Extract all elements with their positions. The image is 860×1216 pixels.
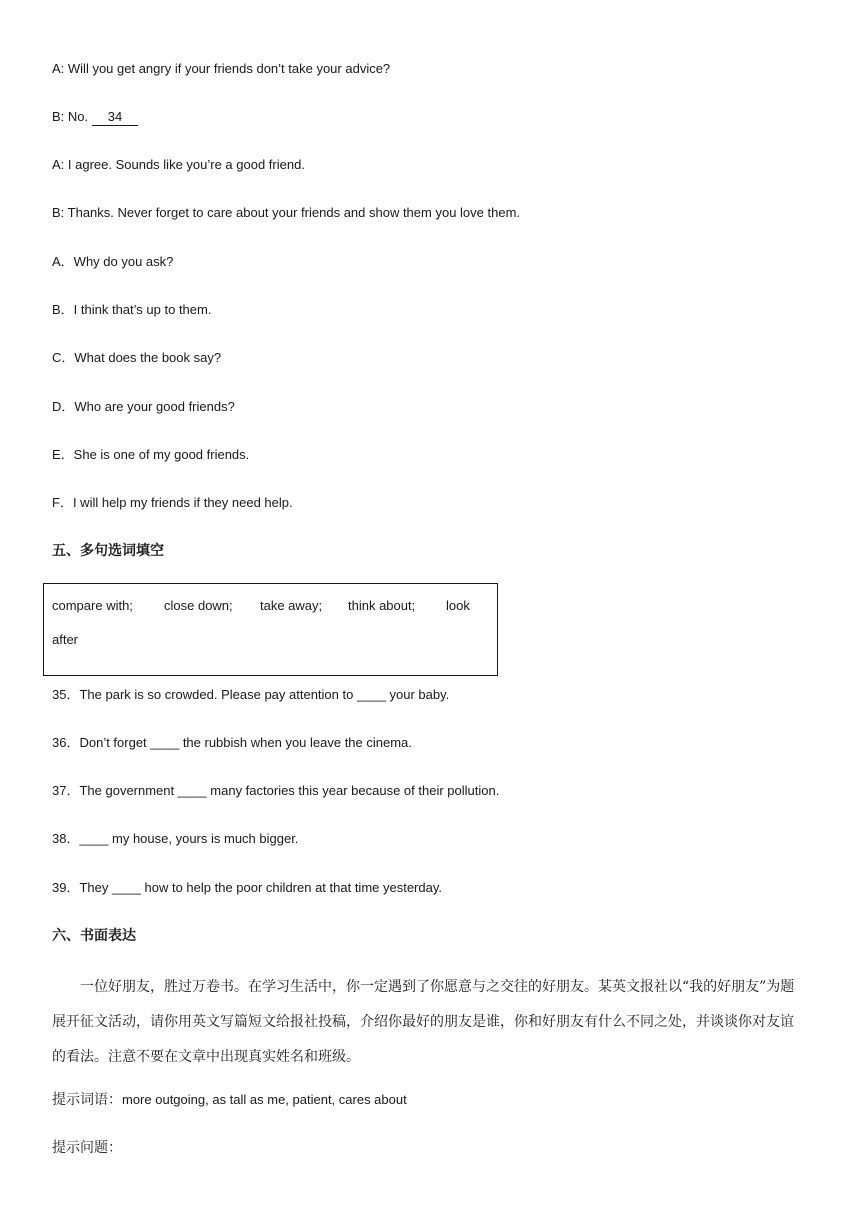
question-number: 37．	[52, 783, 80, 798]
option-letter: F．	[52, 495, 73, 510]
question-text: ____ my house, yours is much bigger.	[79, 831, 299, 846]
word-bank-box	[43, 583, 498, 676]
option-letter: C．	[52, 350, 75, 365]
option-d	[52, 398, 235, 416]
option-letter: D．	[52, 399, 75, 414]
question-text: The government ____ many factories this year because of their pollution.	[79, 783, 500, 798]
dialogue-line-b1	[52, 108, 138, 126]
word-bank-item: after	[52, 632, 79, 647]
option-b	[52, 301, 211, 319]
option-letter: A．	[52, 254, 74, 269]
dialogue-line-b2: B: Thanks. Never forget to care about your friends and show them you love them.	[52, 205, 521, 220]
hint-questions-label: 提示问题：	[52, 1140, 122, 1156]
word-bank-item: close down;	[164, 598, 233, 613]
option-text: Who are your good friends?	[74, 399, 235, 414]
question-number: 36．	[52, 735, 80, 750]
question-39	[52, 879, 442, 897]
section-five-title: 五、多句选词填空	[52, 543, 164, 559]
option-letter: B．	[52, 302, 74, 317]
word-bank-item: think about;	[348, 598, 416, 613]
section-six-title: 六、书面表达	[52, 928, 136, 944]
option-a	[52, 253, 173, 271]
question-text: They ____ how to help the poor children at that time yesterday.	[79, 880, 442, 895]
option-f	[52, 494, 293, 512]
question-number: 38．	[52, 831, 80, 846]
question-number: 39．	[52, 880, 80, 895]
option-letter: E．	[52, 447, 74, 462]
question-text: The park is so crowded. Please pay attention to ____ your baby.	[79, 687, 450, 702]
question-text: Don’t forget ____ the rubbish when you leave the cinema.	[79, 735, 412, 750]
word-bank-item: take away;	[260, 598, 323, 613]
dialogue-line-a2: A: I agree. Sounds like you’re a good friend.	[52, 157, 305, 172]
dialogue-line-a1: A: Will you get angry if your friends don’t take your advice?	[52, 61, 391, 76]
word-bank-item: compare with;	[52, 598, 133, 613]
option-e	[52, 446, 249, 464]
word-bank-row	[52, 598, 470, 613]
blank-34: 34	[92, 109, 138, 126]
option-text: What does the book say?	[74, 350, 222, 365]
question-38	[52, 830, 298, 848]
question-number: 35．	[52, 687, 80, 702]
dialogue-line-b1-prefix: B: No.	[52, 109, 92, 124]
option-text: She is one of my good friends.	[73, 447, 250, 462]
option-text: Why do you ask?	[73, 254, 174, 269]
option-text: I think that’s up to them.	[73, 302, 212, 317]
hint-words-label: 提示词语：	[52, 1092, 122, 1108]
hint-words	[52, 1091, 407, 1109]
question-36	[52, 734, 412, 752]
question-35	[52, 686, 449, 704]
option-c	[52, 349, 221, 367]
word-bank-item: look	[446, 598, 470, 613]
hint-words-text: more outgoing, as tall as me, patient, cares about	[122, 1092, 407, 1107]
question-37	[52, 782, 499, 800]
writing-prompt: 一位好朋友，胜过万卷书。在学习生活中，你一定遇到了你愿意与之交往的好朋友。某英文报社以“我的好朋友”为题展开征文活动，请你用英文写篇短文给报社投稿，介绍你最好的朋友是谁，你和好朋友有什么不同之处，并谈谈你对友谊的看法。注意不要在文章中出现真实姓名和班级。	[52, 979, 795, 1065]
option-text: I will help my friends if they need help.	[72, 495, 293, 510]
